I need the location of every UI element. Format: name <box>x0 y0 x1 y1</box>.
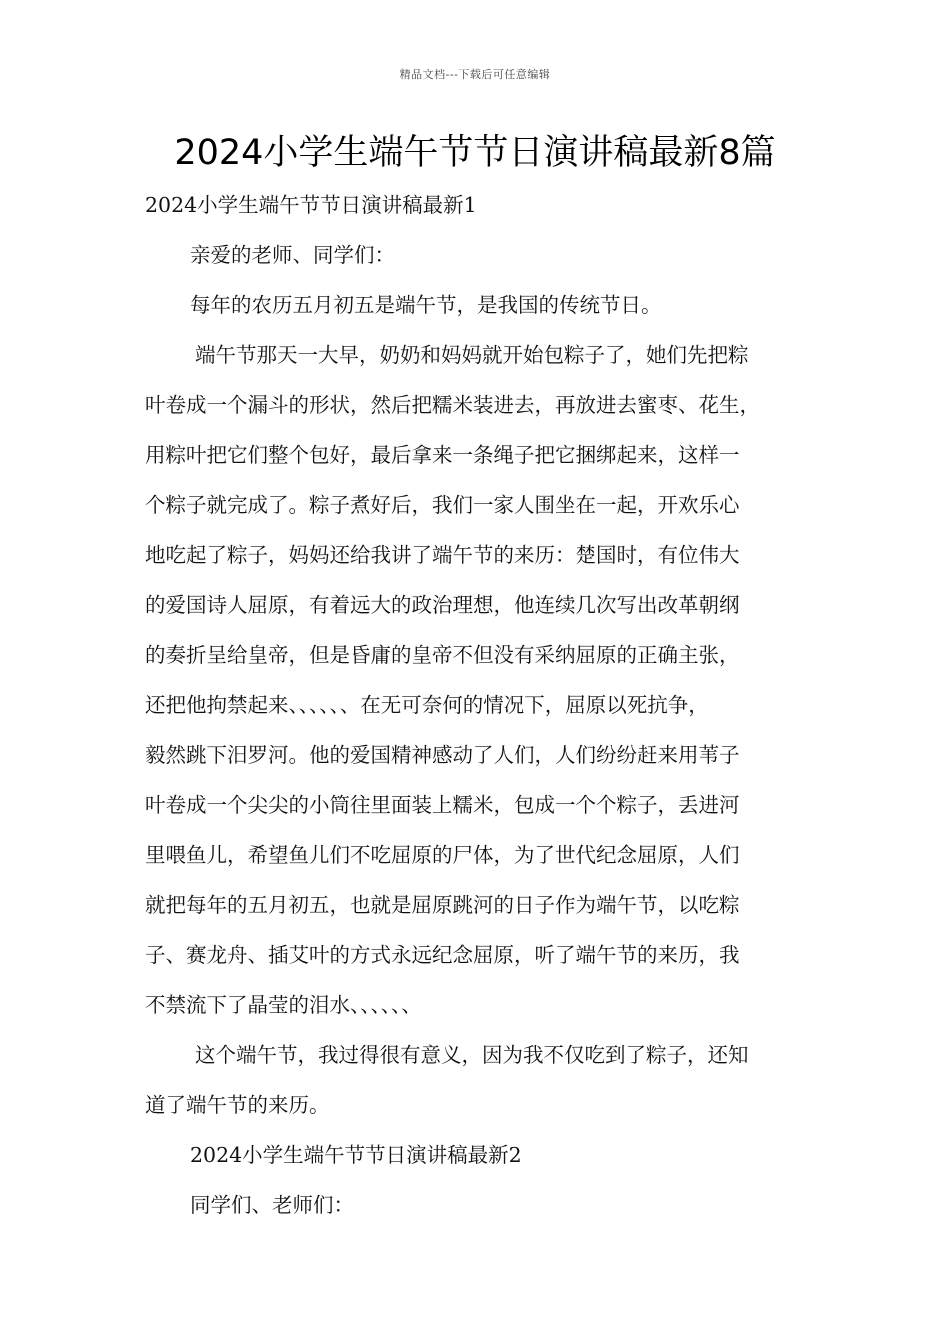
paragraph-line: 的爱国诗人屈原，有着远大的政治理想，他连续几次写出改革朝纲 <box>145 593 740 617</box>
greeting-1: 亲爱的老师、同学们： <box>190 243 395 267</box>
document-body <box>145 180 825 1230</box>
paragraph-line: 还把他拘禁起来、、、、、、在无可奈何的情况下，屈原以死抗争， <box>145 693 709 717</box>
greeting-2: 同学们、老师们： <box>190 1193 354 1217</box>
paragraph-line: 的奏折呈给皇帝，但是昏庸的皇帝不但没有采纳屈原的正确主张， <box>145 643 740 667</box>
paragraph-line: 就把每年的五月初五，也就是屈原跳河的日子作为端午节，以吃粽 <box>145 893 740 917</box>
header-note: 精品文档---下载后可任意编辑 <box>399 68 551 81</box>
section-heading-2: 2024小学生端午节节日演讲稿最新2 <box>190 1143 522 1167</box>
paragraph-3 <box>145 1030 825 1130</box>
section-heading-1: 2024小学生端午节节日演讲稿最新1 <box>145 193 477 217</box>
paragraph-line: 个粽子就完成了。粽子煮好后，我们一家人围坐在一起，开欢乐心 <box>145 493 740 517</box>
paragraph-2 <box>145 330 825 1030</box>
paragraph-line: 道了端午节的来历。 <box>145 1093 330 1117</box>
paragraph-line: 不禁流下了晶莹的泪水、、、、、、 <box>145 993 422 1017</box>
paragraph-line: 里喂鱼儿，希望鱼儿们不吃屈原的尸体，为了世代纪念屈原，人们 <box>145 843 740 867</box>
paragraph-line: 子、赛龙舟、插艾叶的方式永远纪念屈原，听了端午节的来历，我 <box>145 943 740 967</box>
paragraph-line: 这个端午节，我过得很有意义，因为我不仅吃到了粽子，还知 <box>195 1043 749 1067</box>
document-title: 2024小学生端午节节日演讲稿最新8篇 <box>174 133 776 173</box>
paragraph-line: 毅然跳下汨罗河。他的爱国精神感动了人们，人们纷纷赶来用苇子 <box>145 743 740 767</box>
paragraph-line: 地吃起了粽子，妈妈还给我讲了端午节的来历：楚国时，有位伟大 <box>145 543 740 567</box>
paragraph-1: 每年的农历五月初五是端午节，是我国的传统节日。 <box>190 293 662 317</box>
paragraph-line: 叶卷成一个漏斗的形状，然后把糯米装进去，再放进去蜜枣、花生， <box>145 393 760 417</box>
paragraph-line: 叶卷成一个尖尖的小筒往里面装上糯米，包成一个个粽子，丢进河 <box>145 793 740 817</box>
paragraph-line: 用粽叶把它们整个包好，最后拿来一条绳子把它捆绑起来，这样一 <box>145 443 740 467</box>
paragraph-line: 端午节那天一大早，奶奶和妈妈就开始包粽子了，她们先把粽 <box>195 343 749 367</box>
